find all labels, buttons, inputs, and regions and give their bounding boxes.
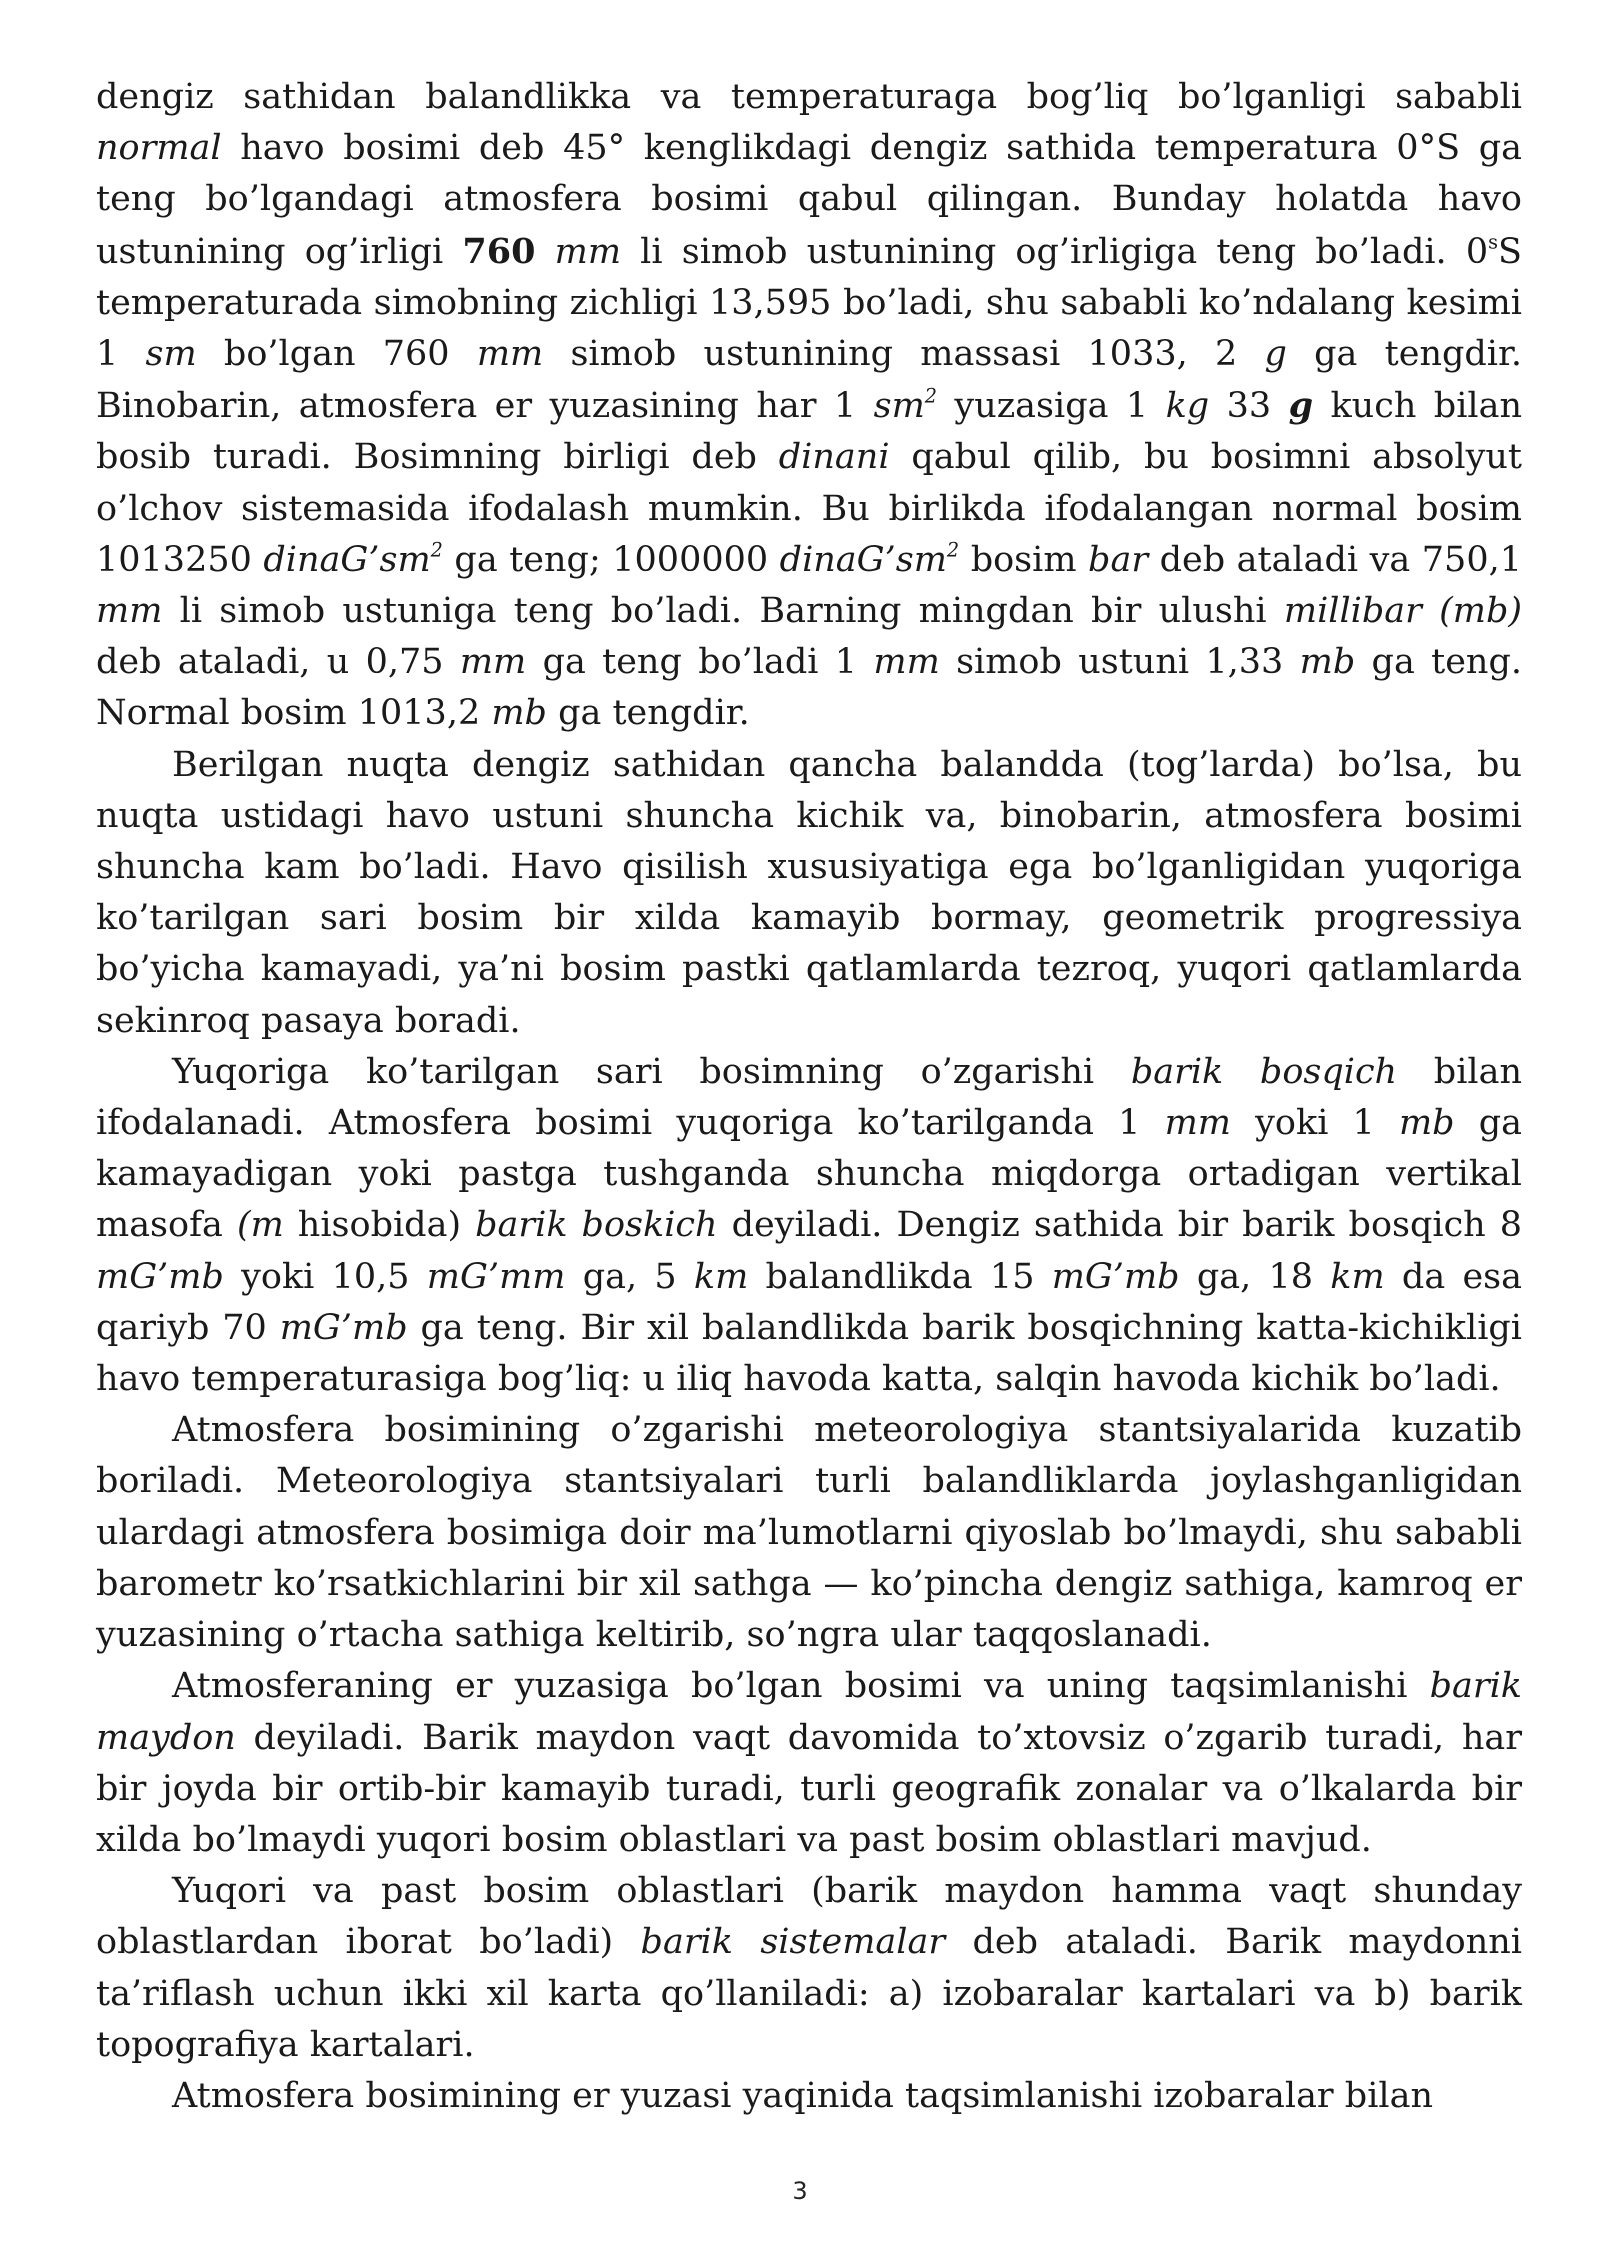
paragraph-1 — [96, 72, 1522, 740]
text-run: yoki 10,5 — [223, 1256, 427, 1297]
text-run: 33 — [1209, 386, 1289, 427]
page-number: 3 — [792, 2177, 808, 2205]
paragraph-7 — [96, 2071, 1522, 2122]
italic-run: km — [1330, 1256, 1385, 1297]
text-run: simob ustuni 1,33 — [939, 642, 1300, 683]
text-run — [535, 232, 554, 272]
italic-run: sm — [145, 334, 197, 375]
text-run: da esa qariyb 70 — [96, 1256, 1522, 1348]
italic-run: mm — [476, 334, 544, 375]
text-run: Atmosfera bosimining er yuzasi yaqinida taqsimlanishi izobaralar bilan — [172, 2075, 1433, 2116]
paragraph-6 — [96, 1866, 1522, 2071]
paragraph-4 — [96, 1405, 1522, 1661]
text-run: simob ustunining massasi 1033, 2 — [543, 334, 1265, 375]
text-run: ga teng. Normal bosim 1013,2 — [96, 642, 1522, 734]
italic-run: mG’mm — [426, 1256, 566, 1297]
text-run: li simob ustuniga teng bo’ladi. Barning mingdan bir ulushi — [162, 591, 1284, 632]
text-run: hisobida) — [283, 1205, 476, 1246]
text-run: balandlikda 15 — [748, 1256, 1052, 1297]
text-run: qabul qilib, bu bosimni absolyut o’lchov sistemasida ifodalash mumkin. Bu birlikda ifodalangan normal bosim 1013250 — [96, 437, 1522, 580]
italic-run: mb — [1398, 1103, 1455, 1144]
italic-run: mb — [491, 693, 547, 734]
italic-run: (m — [236, 1205, 284, 1246]
text-run: ga kamayadigan yoki pastga tushganda shuncha miqdorga ortadigan vertikal masofa — [96, 1103, 1522, 1246]
text-run: deb ataladi va 750,1 — [1148, 539, 1522, 580]
italic-run: dinani — [778, 437, 890, 478]
italic-run: mG’mb — [96, 1256, 224, 1297]
italic-run: mm — [459, 642, 527, 683]
text-run: bosim — [959, 539, 1089, 580]
text-run: kuch bilan bosib turadi. Bosimning birligi deb — [96, 386, 1522, 478]
italic-run: mm — [1164, 1103, 1231, 1144]
text-run: bilan ifodalanadi. Atmosfera bosimi yuqoriga ko’tarilganda 1 — [96, 1051, 1522, 1144]
text-run: Yuqoriga ko’tarilgan sari bosimning o’zgarishi — [172, 1051, 1131, 1092]
text-run: ga teng. Bir xil balandlikda barik bosqichning katta-kichikligi havo temperaturasiga bog’liq: u iliq havoda katta, salqin havoda kichik bo’ladi. — [96, 1307, 1522, 1400]
text-run: deb ataladi. Barik maydonni ta’riflash uchun ikki xil karta qo’llaniladi: a) izobaralar kartalari va b) barik topografiya kartalari. — [96, 1922, 1522, 2065]
text-run: dengiz sathidan balandlikka va temperaturaga bog’liq bo’lganligi sababli — [96, 77, 1522, 117]
italic-run: barik boskich — [475, 1205, 718, 1246]
text-run: ga tengdir. — [546, 693, 750, 734]
text-run: S temperaturada simobning zichligi 13,595 bo’ladi, shu sababli ko’ndalang kesimi 1 — [96, 231, 1522, 375]
italic-run: sm — [873, 386, 925, 427]
italic-run: normal — [96, 128, 222, 169]
italic-run: mm — [96, 591, 163, 632]
italic-run: dinaG’sm — [263, 539, 431, 580]
italic-run: barik maydon — [96, 1666, 1522, 1758]
superscript-run: 2 — [924, 384, 938, 408]
text-run: yuzasiga 1 — [937, 386, 1166, 427]
document-page — [96, 72, 1522, 2122]
bold-run: 760 — [462, 230, 536, 272]
italic-run: barik bosqich — [1130, 1051, 1398, 1092]
paragraph-5 — [96, 1661, 1522, 1866]
text-run: deyiladi. Barik maydon vaqt davomida to’xtovsiz o’zgarib turadi, har bir joyda bir ortib-bir kamayib turadi, turli geografik zonalar va o’lkalarda bir xilda bo’lmaydi yuqori bosim oblastlari va past bosim oblastlari mavjud. — [96, 1717, 1522, 1860]
text-run: Yuqori va past bosim oblastlari (barik maydon hamma vaqt shunday oblastlardan iborat bo’ladi) — [96, 1871, 1522, 1963]
text-run: yoki 1 — [1231, 1103, 1399, 1144]
italic-run: mm — [554, 231, 622, 272]
italic-run: mm — [873, 642, 940, 683]
bold-run: g — [1288, 385, 1314, 427]
italic-run: kg — [1165, 386, 1210, 427]
italic-run: millibar (mb) — [1283, 591, 1523, 632]
italic-run: barik sistemalar — [640, 1922, 946, 1963]
italic-run: g — [1264, 334, 1287, 375]
superscript-run: 2 — [430, 538, 443, 562]
text-run: ga teng bo’ladi 1 — [526, 642, 874, 683]
text-run: ga, 5 — [565, 1256, 694, 1297]
text-run: ga tengdir. Binobarin, atmosfera er yuzasining har 1 — [96, 334, 1522, 427]
italic-run: dinaG’sm — [779, 539, 947, 580]
paragraph-2 — [96, 740, 1522, 1047]
italic-run: mb — [1299, 642, 1356, 683]
text-run: li simob ustunining og’irligiga teng bo’ladi. 0 — [621, 231, 1489, 272]
text-run: Atmosferaning er yuzasiga bo’lgan bosimi va uning taqsimlanishi — [172, 1666, 1430, 1707]
text-run: deyiladi. Dengiz sathida bir barik bosqich 8 — [717, 1205, 1523, 1246]
text-run: ga teng; 1000000 — [442, 539, 780, 580]
text-run: havo bosimi deb 45° kenglikdagi dengiz sathida temperatura 0°S ga teng bo’lgandagi atmosfera bosimi qabul qilingan. Bunday holatda havo ustunining og’irligi — [96, 128, 1522, 272]
text-run: Berilgan nuqta dengiz sathidan qancha balandda (tog’larda) bo’lsa, bu nuqta ustidagi havo ustuni shuncha kichik va, binobarin, atmosfera bosimi shuncha kam bo’ladi. Havo qisilish xususiyatiga ega bo’lganligidan yuqoriga ko’tarilgan sari bosim bir xilda kamayib bormay, geometrik progressiya bo’yicha kamayadi, ya’ni bosim pastki qatlamlarda tezroq, yuqori qatlamlarda sekinroq pasaya boradi. — [96, 744, 1522, 1041]
superscript-run: 2 — [946, 538, 960, 562]
text-run: deb ataladi, u 0,75 — [96, 642, 460, 683]
text-run: ga, 18 — [1179, 1256, 1331, 1297]
italic-run: mG’mb — [1051, 1256, 1180, 1297]
text-run: bo’lgan 760 — [196, 334, 477, 375]
paragraph-3 — [96, 1047, 1522, 1405]
superscript-run: s — [1488, 230, 1498, 254]
italic-run: km — [693, 1256, 749, 1297]
italic-run: mG’mb — [279, 1307, 408, 1348]
italic-run: bar — [1088, 539, 1149, 580]
text-run: Atmosfera bosimining o’zgarishi meteorologiya stantsiyalarida kuzatib boriladi. Meteorologiya stantsiyalari turli balandliklarda joylashganligidan ulardagi atmosfera bosimiga doir ma’lumotlarni qiyoslab bo’lmaydi, shu sababli barometr ko’rsatkichlarini bir xil sathga — ko’pincha dengiz sathiga, kamroq er yuzasining o’rtacha sathiga keltirib, so’ngra ular taqqoslanadi. — [96, 1410, 1522, 1656]
